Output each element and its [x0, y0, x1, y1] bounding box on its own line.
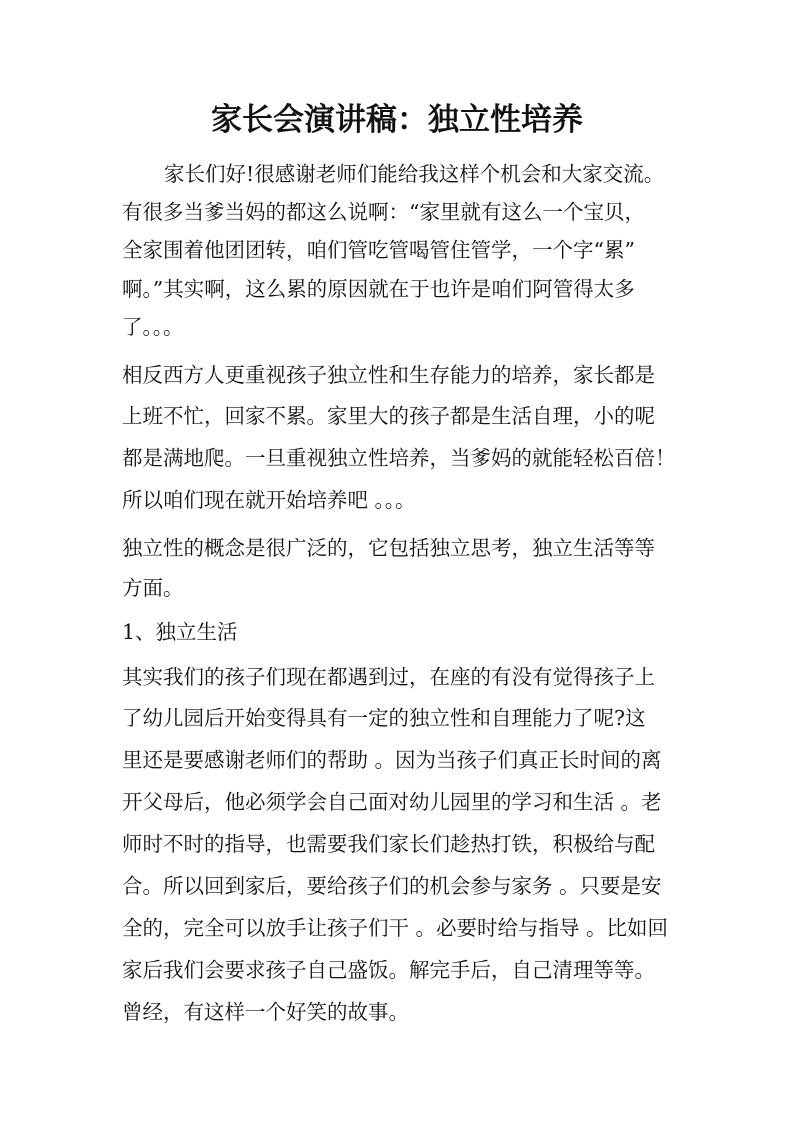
paragraph-line: 曾经，有这样一个好笑的故事。 — [122, 1000, 409, 1024]
paragraph-line: 了。。。 — [122, 315, 184, 339]
paragraph-line: 全家围着他团团转，咱们管吃管喝管住管学，一个字“累” — [122, 238, 635, 262]
paragraph-line: 啊。”其实啊，这么累的原因就在于也许是咱们阿管得太多 — [122, 277, 635, 301]
paragraph-line: 其实我们的孩子们现在都遇到过，在座的有没有觉得孩子上 — [122, 665, 655, 689]
paragraph-line: 有很多当爹当妈的都这么说啊：“家里就有这么一个宝贝， — [122, 200, 645, 224]
paragraph-line: 了幼儿园后开始变得具有一定的独立性和自理能力了呢?这 — [122, 706, 646, 730]
paragraph-line: 家后我们会要求孩子自己盛饭。解完手后，自己清理等等。 — [122, 958, 655, 982]
paragraph-line: 方面。 — [122, 576, 184, 600]
document-title: 家长会演讲稿：独立性培养 — [211, 102, 583, 138]
paragraph-line: 师时不时的指导，也需要我们家长们趁热打铁，积极给与配 — [122, 832, 655, 856]
paragraph-line: 全的，完全可以放手让孩子们干 。必要时给与指导 。比如回 — [122, 916, 669, 940]
paragraph-line: 家长们好!很感谢老师们能给我这样个机会和大家交流。 — [164, 162, 665, 186]
paragraph-line: 独立性的概念是很广泛的，它包括独立思考，独立生活等等 — [122, 536, 655, 560]
section-heading: 1、独立生活 — [122, 620, 238, 644]
paragraph-line: 相反西方人更重视孩子独立性和生存能力的培养，家长都是 — [122, 363, 655, 387]
paragraph-line: 上班不忙，回家不累。家里大的孩子都是生活自理，小的呢 — [122, 404, 655, 428]
paragraph-line: 开父母后，他必须学会自己面对幼儿园里的学习和生活 。老 — [122, 790, 662, 814]
paragraph-line: 里还是要感谢老师们的帮助 。因为当孩子们真正长时间的离 — [122, 748, 662, 772]
paragraph-line: 合。所以回到家后，要给孩子们的机会参与家务 。只要是安 — [122, 874, 662, 898]
paragraph-line: 都是满地爬。一旦重视独立性培养，当爹妈的就能轻松百倍！ — [122, 446, 676, 470]
paragraph-line: 所以咱们现在就开始培养吧 。。。 — [122, 488, 416, 512]
